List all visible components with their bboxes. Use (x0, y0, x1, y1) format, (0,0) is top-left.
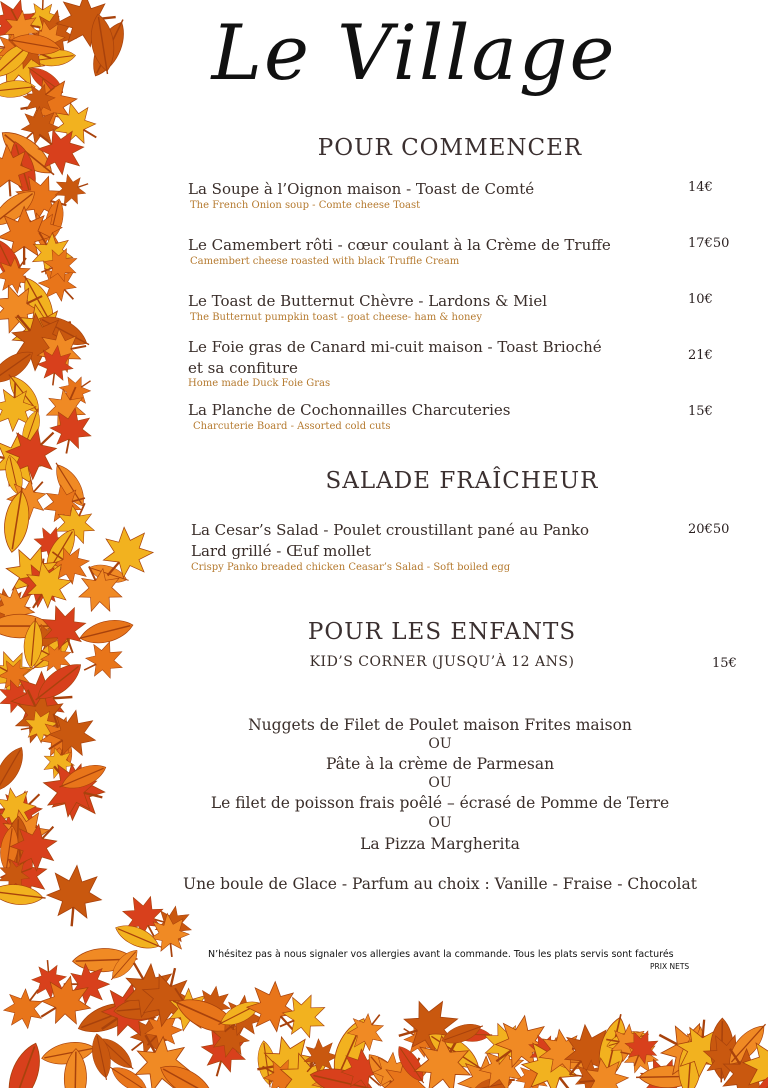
menu-item-translation: Charcuterie Board - Assorted cold cuts (193, 421, 391, 432)
menu-item-price: 21€ (688, 348, 713, 363)
kids-item: La Pizza Margherita (360, 835, 520, 853)
menu-item-translation: Home made Duck Foie Gras (188, 378, 331, 389)
kids-dessert: Une boule de Glace - Parfum au choix : Vanille - Fraise - Chocolat (183, 875, 697, 893)
kids-item: Pâte à la crème de Parmesan (325, 755, 555, 773)
section-title-starters: POUR COMMENCER (317, 135, 583, 161)
menu-item-name-line2: Lard grillé - Œuf mollet (191, 542, 371, 560)
kids-item: Nuggets de Filet de Poulet maison Frites maison (248, 716, 632, 734)
section-title-kids: POUR LES ENFANTS (307, 619, 577, 645)
menu-item-translation: Crispy Panko breaded chicken Ceasar’s Salad - Soft boiled egg (191, 562, 511, 573)
kids-subtitle: KID’S CORNER (JUSQU’À 12 ANS) (309, 654, 575, 670)
leaf-icon (44, 863, 104, 929)
section-title-salad: SALADE FRAÎCHEUR (325, 468, 599, 494)
menu-item-translation: The Butternut pumpkin toast - goat cheese- ham & honey (190, 312, 482, 323)
menu-item-name: Le Toast de Butternut Chèvre - Lardons & Miel (188, 292, 547, 310)
menu-item-name-line2: et sa confiture (188, 359, 298, 377)
kids-or: OU (428, 736, 452, 752)
menu-item-price: 14€ (688, 180, 713, 195)
menu-item-price: 17€50 (688, 236, 730, 251)
kids-item: Le filet de poisson frais poêlé – écrasé de Pomme de Terre (210, 794, 670, 812)
leaf-icon (0, 1039, 48, 1088)
menu-item-translation: The French Onion soup - Comte cheese Toast (190, 200, 421, 211)
menu-item-name: La Cesar’s Salad - Poulet croustillant pané au Panko (191, 521, 590, 539)
allergy-notice: N’hésitez pas à nous signaler vos allergies avant la commande. Tous les plats servis sont facturés (208, 949, 674, 960)
leaf-icon (0, 743, 30, 798)
kids-price: 15€ (712, 656, 737, 671)
menu-item-price: 10€ (688, 292, 713, 307)
menu-item-name: Le Foie gras de Canard mi-cuit maison - Toast Brioché (188, 338, 602, 356)
menu-item-price: 15€ (688, 404, 713, 419)
kids-or: OU (428, 815, 452, 831)
restaurant-title: Le Village (211, 8, 617, 97)
leaf-icon (75, 615, 136, 649)
kids-or: OU (428, 775, 452, 791)
menu-item-name: La Planche de Cochonnailles Charcuteries (188, 401, 511, 419)
menu-item-translation: Camembert cheese roasted with black Truffle Cream (190, 256, 460, 267)
net-prices-note: PRIX NETS (650, 962, 690, 971)
menu-item-price: 20€50 (688, 522, 730, 537)
menu-item-name: La Soupe à l’Oignon maison - Toast de Comté (188, 180, 535, 198)
menu-item-name: Le Camembert rôti - cœur coulant à la Crème de Truffe (188, 236, 611, 254)
